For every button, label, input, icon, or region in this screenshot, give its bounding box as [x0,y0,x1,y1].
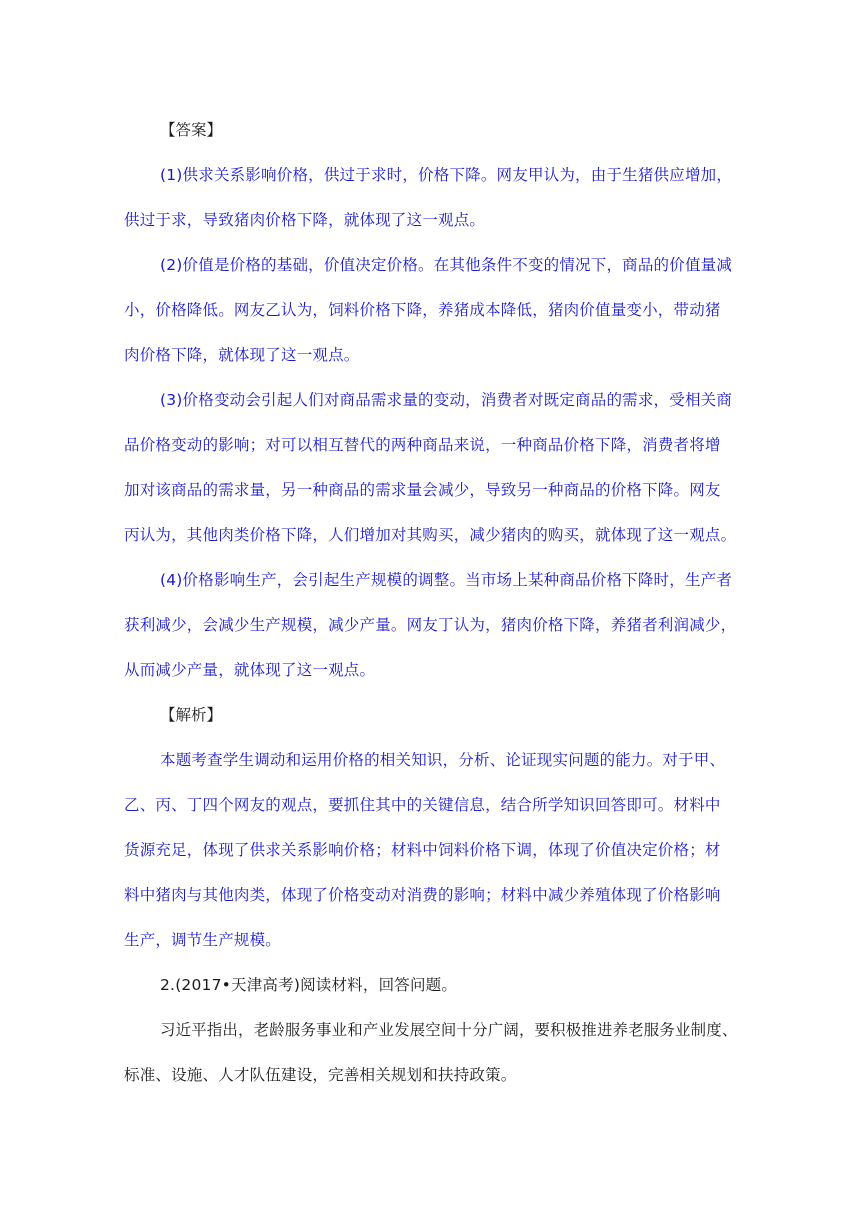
answer-p4-line1: (4)价格影响生产，会引起生产规模的调整。当市场上某种商品价格下降时，生产者 [160,571,733,589]
analysis-line2: 乙、丙、丁四个网友的观点，要抓住其中的关键信息，结合所学知识回答即可。材料中 [124,796,721,814]
question-line2: 标准、设施、人才队伍建设，完善相关规划和扶持政策。 [124,1066,517,1084]
answer-p3-line1: (3)价格变动会引起人们对商品需求量的变动，消费者对既定商品的需求，受相关商 [160,391,733,409]
answer-p3-line3: 加对该商品的需求量，另一种商品的需求量会减少，导致另一种商品的价格下降。网友 [124,481,721,499]
answer-p1-line1: (1)供求关系影响价格，供过于求时，价格下降。网友甲认为，由于生猪供应增加， [160,166,733,184]
answer-p2-line2: 小，价格降低。网友乙认为，饲料价格下降，养猪成本降低，猪肉价值量变小，带动猪 [124,301,721,319]
answer-p1-line2: 供过于求，导致猪肉价格下降，就体现了这一观点。 [124,211,486,229]
analysis-label: 【解析】 [160,706,223,724]
answer-label: 【答案】 [160,121,223,139]
question-title: 2.(2017•天津高考)阅读材料，回答问题。 [160,976,458,994]
question-line1: 习近平指出，老龄服务事业和产业发展空间十分广阔，要积极推进养老服务业制度、 [160,1021,738,1039]
answer-p2-line1: (2)价值是价格的基础，价值决定价格。在其他条件不变的情况下，商品的价值量减 [160,256,733,274]
answer-p2-line3: 肉价格下降，就体现了这一观点。 [124,346,360,364]
answer-p3-line2: 品价格变动的影响；对可以相互替代的两种商品来说，一种商品价格下降，消费者将增 [124,436,721,454]
answer-p4-line2: 获利减少，会减少生产规模，减少产量。网友丁认为，猪肉价格下降，养猪者利润减少， [124,616,737,634]
answer-p3-line4: 丙认为，其他肉类价格下降，人们增加对其购买，减少猪肉的购买，就体现了这一观点。 [124,526,737,544]
analysis-line3: 货源充足，体现了供求关系影响价格；材料中饲料价格下调，体现了价值决定价格；材 [124,841,721,859]
analysis-line1: 本题考查学生调动和运用价格的相关知识，分析、论证现实问题的能力。对于甲、 [160,751,726,769]
analysis-line5: 生产，调节生产规模。 [124,931,282,949]
analysis-line4: 料中猪肉与其他肉类，体现了价格变动对消费的影响；材料中减少养殖体现了价格影响 [124,886,721,904]
answer-p4-line3: 从而减少产量，就体现了这一观点。 [124,661,376,679]
